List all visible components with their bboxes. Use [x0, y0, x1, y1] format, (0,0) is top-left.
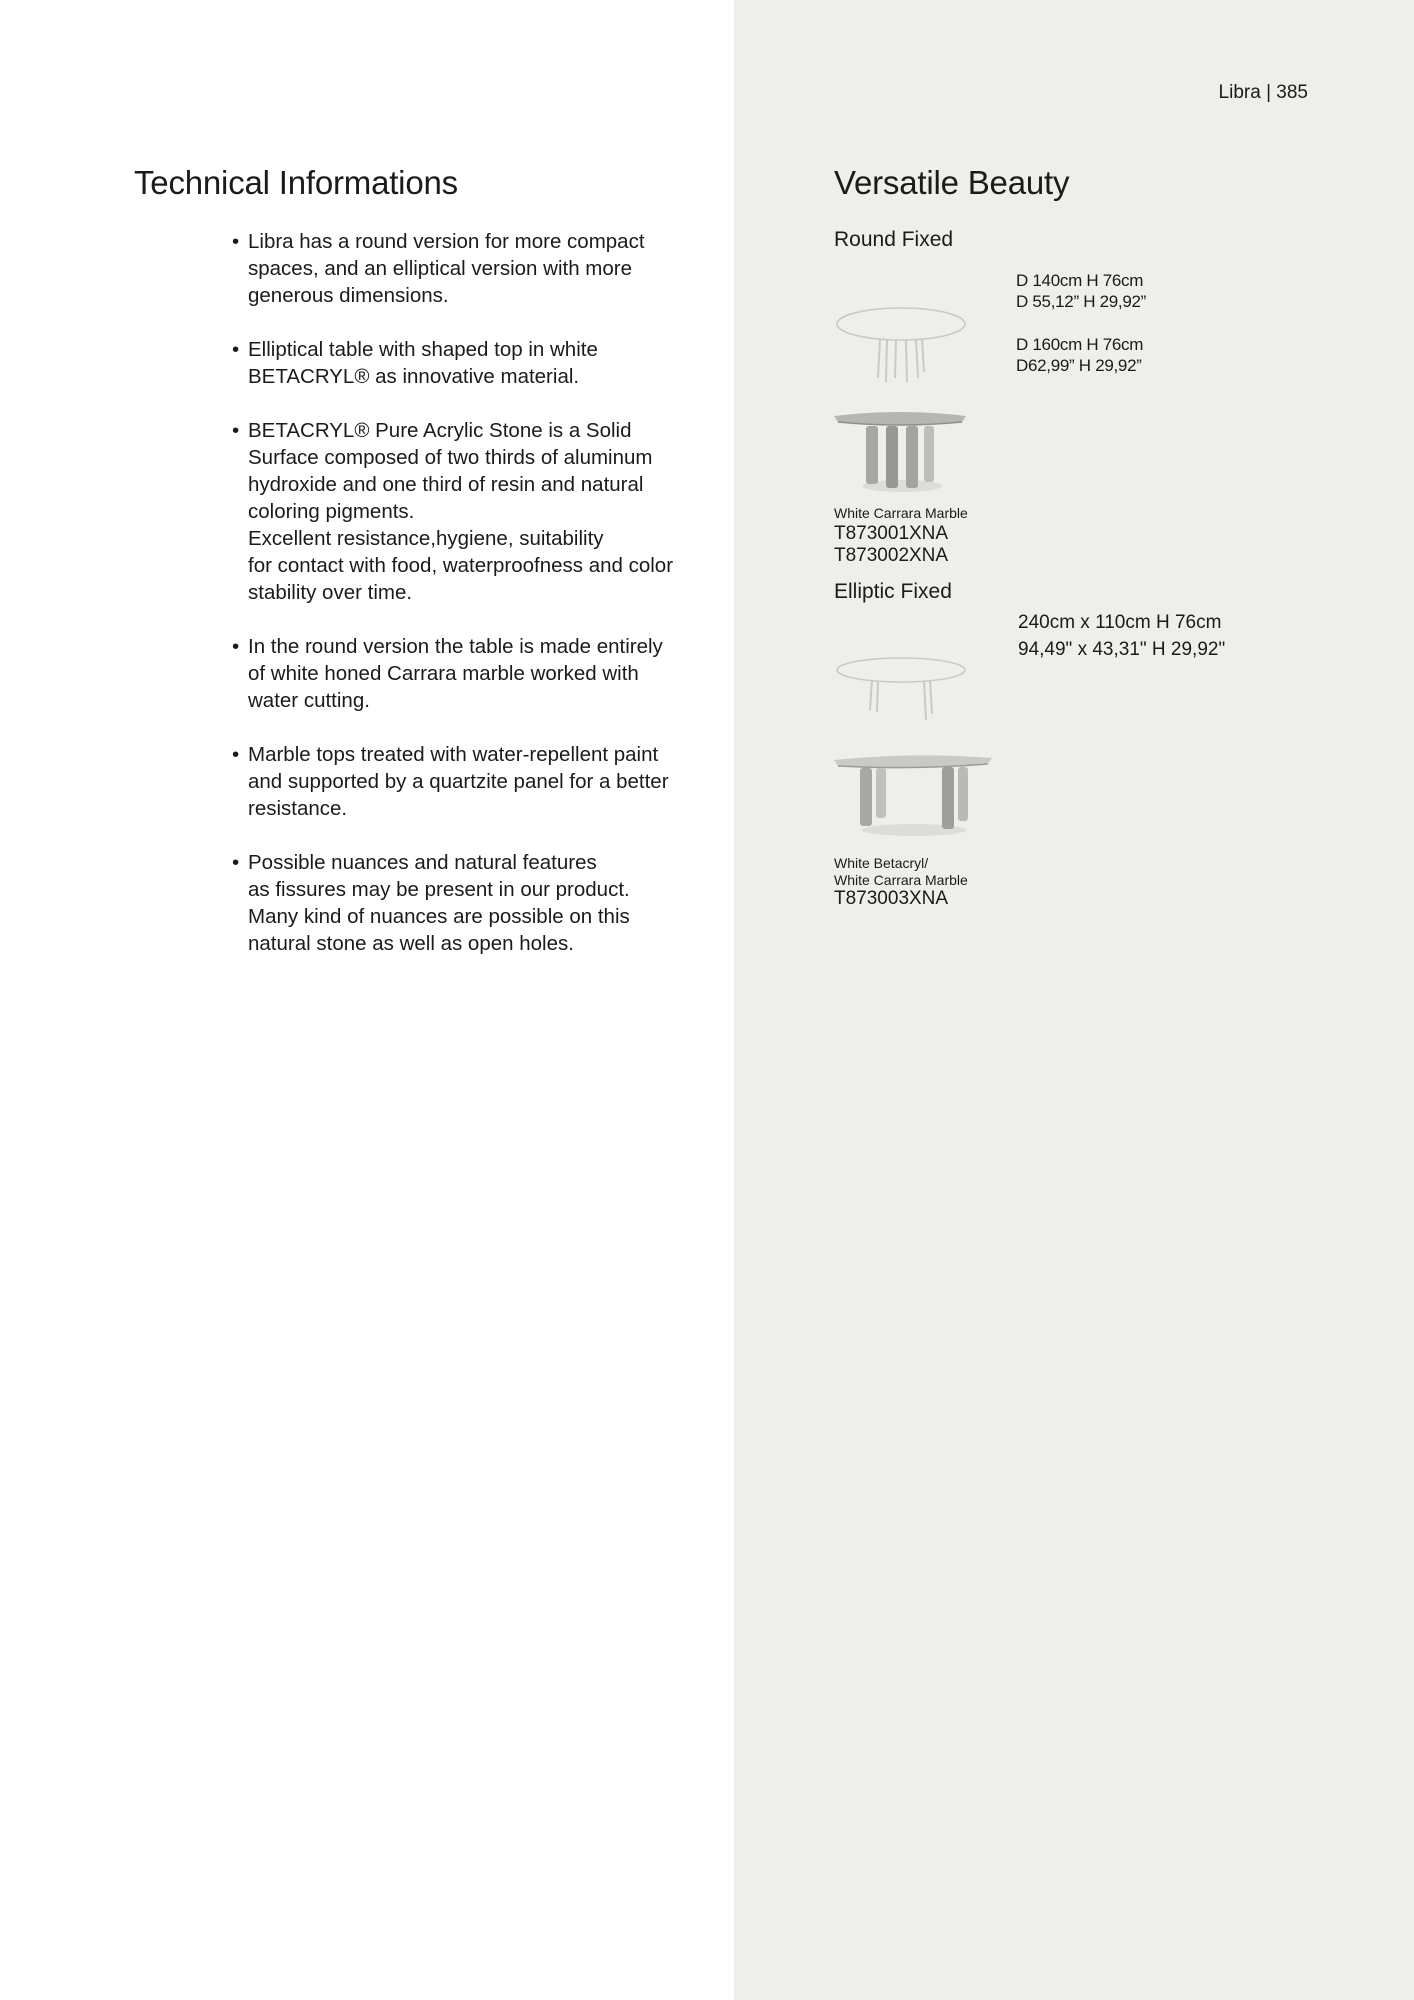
elliptic-finish-label-2: White Carrara Marble — [834, 872, 968, 888]
round-code-2: T873002XNA — [834, 545, 949, 566]
list-item: • Marble tops treated with water-repellent paint and supported by a quartzite panel for a better resistance. — [232, 741, 732, 822]
round-fixed-label: Round Fixed — [834, 228, 954, 251]
list-item: • Libra has a round version for more compact spaces, and an elliptical version with more generous dimensions. — [232, 228, 732, 309]
elliptic-table-betacryl-image — [830, 752, 994, 838]
technical-info-list — [232, 228, 732, 984]
round-code-1: T873001XNA — [834, 523, 949, 544]
round-finish-label: White Carrara Marble — [834, 505, 968, 521]
technical-info-title: Technical Informations — [134, 164, 458, 201]
round-dims-large: D 160cm H 76cm D62,99” H 29,92” — [1016, 335, 1144, 375]
elliptic-fixed-label: Elliptic Fixed — [834, 580, 952, 603]
list-item: • BETACRYL® Pure Acrylic Stone is a Solid Surface composed of two thirds of aluminum hydroxide and one third of resin and natural coloring pigments. Excellent resistance,hygiene, suitability for contact with food, waterproofness and color stability over time. — [232, 417, 732, 606]
list-item: • Possible nuances and natural features as fissures may be present in our product. Many kind of nuances are possible on this natural stone as well as open holes. — [232, 849, 732, 957]
elliptic-dims: 240cm x 110cm H 76cm 94,49" x 43,31" H 29,92" — [1018, 612, 1226, 660]
elliptic-code: T873003XNA — [834, 888, 949, 909]
list-item: • Elliptical table with shaped top in white BETACRYL® as innovative material. — [232, 336, 732, 390]
elliptic-finish-label-1: White Betacryl/ — [834, 855, 929, 871]
round-dims-small: D 140cm H 76cm D 55,12” H 29,92” — [1016, 271, 1147, 311]
list-item: • In the round version the table is made entirely of white honed Carrara marble worked with water cutting. — [232, 633, 732, 714]
round-table-marble-image — [830, 410, 970, 494]
page-number: Libra | 385 — [1218, 82, 1308, 103]
round-table-sketch-image — [834, 300, 968, 390]
versatile-beauty-title: Versatile Beauty — [834, 164, 1070, 201]
elliptic-table-sketch-image — [834, 650, 968, 724]
